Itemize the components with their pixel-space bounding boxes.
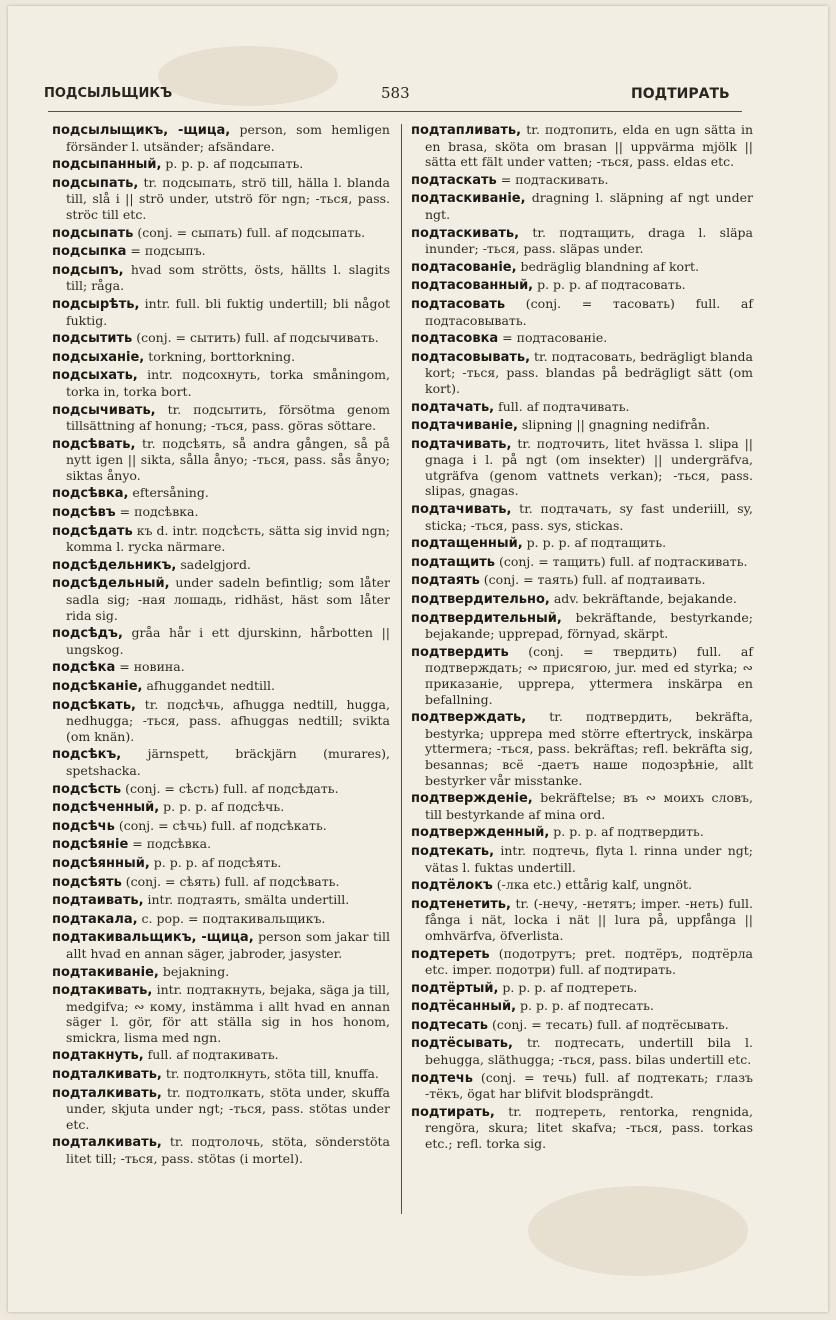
- entry-definition: tr. подтопить, elda en ugn sätta in en brasa, sköta om brasan || uppvärma mjölk || sätta ett fält under vatten; -ться, pass. eldas etc.: [425, 122, 753, 170]
- entry-headword: подсыпка: [52, 244, 127, 260]
- left-column: [52, 122, 390, 1169]
- entry-headword: подтесать: [411, 1017, 488, 1033]
- entry-definition: (conj. = сѣчь) full. af подсѣкать.: [114, 817, 327, 833]
- entry-headword: подтереть: [411, 946, 490, 962]
- entry-definition: intr. full. bli fuktig undertill; bli något fuktig.: [66, 295, 390, 328]
- entry-headword: подтачиваніе,: [411, 418, 518, 434]
- entry-definition: (-лка etc.) ettårig kalf, ungnöt.: [492, 877, 692, 893]
- dictionary-entry: [411, 572, 753, 589]
- dictionary-entry: [411, 980, 753, 997]
- entry-definition: tr. подсѣять, så andra gången, så på nytt igen || sikta, sålla ånyo; -ться, pass. sås ånyo; siktas ånyo.: [66, 435, 390, 483]
- dictionary-entry: [411, 946, 753, 978]
- entry-headword: подсѣвка,: [52, 486, 129, 502]
- paper-stain: [528, 1186, 748, 1276]
- entry-definition: (conj. = твердить) full. af подтверждать; ∾ присягою, jur. med ed styrka; ∾ приказаніе, upprepa, yttermera inskärpa en befallning.: [425, 643, 753, 707]
- dictionary-entry: [52, 330, 390, 347]
- entry-headword: подсѣдельный,: [52, 576, 170, 592]
- dictionary-entry: [411, 896, 753, 944]
- entry-definition: järnspett, bräckjärn (murares), spetshacka.: [66, 746, 390, 778]
- entry-definition: intr. подсохнуть, torka småningom, torka in, torka bort.: [66, 367, 390, 399]
- entry-headword: подсѣчь: [52, 818, 115, 834]
- entry-definition: p. p. p. af подтесать.: [516, 998, 654, 1014]
- paper-stain: [158, 46, 338, 106]
- entry-headword: подтечь: [411, 1070, 473, 1086]
- dictionary-entry: [411, 591, 753, 608]
- entry-headword: подталкивать,: [52, 1135, 162, 1151]
- dictionary-entry: [52, 746, 390, 778]
- entry-headword: подсыпъ,: [52, 262, 124, 278]
- entry-definition: full. af подтачивать.: [494, 398, 630, 414]
- dictionary-entry: [411, 296, 753, 328]
- column-divider: [401, 124, 402, 1214]
- entry-headword: подсѣканіе,: [52, 679, 143, 694]
- dictionary-entry: [411, 1017, 753, 1034]
- dictionary-entry: [52, 262, 390, 294]
- entry-headword: подтащенный,: [411, 536, 523, 552]
- entry-headword: подсытить: [52, 331, 133, 347]
- dictionary-entry: [52, 1085, 390, 1133]
- entry-definition: (подотрутъ; pret. подтёръ, подтёрла etc. imper. подотри) full. af подтирать.: [425, 945, 753, 978]
- entry-headword: подтащить: [411, 554, 495, 570]
- entry-headword: подсѣкать,: [52, 697, 136, 713]
- entry-definition: bekräftande, bestyrkande; bejakande; upprepad, förnyad, skärpt.: [425, 609, 753, 642]
- entry-headword: подтачать,: [411, 399, 495, 415]
- dictionary-entry: [52, 504, 390, 521]
- entry-headword: подсычивать,: [52, 402, 156, 418]
- dictionary-entry: [411, 824, 753, 841]
- entry-headword: подсыпать: [52, 225, 134, 241]
- entry-definition: under sadeln befintlig; som låter sadla sig; -ная лошадь, ridhäst, häst som låter rida sig.: [66, 575, 390, 623]
- entry-definition: torkning, borttorkning.: [144, 348, 296, 364]
- entry-headword: подсѣкъ,: [52, 747, 122, 763]
- entry-headword: подтаскивать,: [411, 225, 520, 241]
- entry-headword: подсѣдъ,: [52, 626, 123, 642]
- dictionary-entry: [52, 911, 390, 928]
- entry-definition: c. pop. = подтакивальщикъ.: [137, 910, 326, 926]
- dictionary-entry: [52, 836, 390, 853]
- dictionary-entry: [52, 855, 390, 872]
- entry-definition: intr. подтаять, smälta undertill.: [143, 892, 350, 908]
- entry-definition: p. p. p. af подсѣять.: [149, 854, 282, 870]
- dictionary-entry: [52, 874, 390, 891]
- entry-headword: подтвердительный,: [411, 610, 562, 626]
- entry-headword: подсѣвать,: [52, 436, 136, 452]
- entry-definition: tr. подтолкнуть, stöta till, knuffa.: [161, 1066, 379, 1082]
- entry-headword: подтаивать,: [52, 893, 144, 909]
- entry-headword: подсыпанный,: [52, 157, 162, 173]
- entry-definition: (conj. = сытить) full. af подсычивать.: [132, 330, 379, 346]
- dictionary-entry: [411, 349, 753, 397]
- entry-definition: (conj. = сыпать) full. af подсыпать.: [133, 224, 366, 240]
- entry-headword: подтасовка: [411, 331, 499, 347]
- entry-definition: bekräftelse; въ ∾ моихъ словъ, till bestyrkande af mina ord.: [425, 790, 753, 822]
- entry-definition: = подтасованіе.: [498, 330, 608, 346]
- entry-definition: p. p. p. af подтасовать.: [533, 277, 686, 293]
- entry-headword: подсыпать,: [52, 175, 139, 191]
- dictionary-entry: [411, 190, 753, 222]
- entry-definition: tr. подтереть, rentorka, rengnida, rengöra, skura; litet skafva; -ться, pass. torkas etc.; refl. torka sig.: [425, 1103, 753, 1152]
- dictionary-entry: [411, 259, 753, 276]
- entry-headword: подсѣвъ: [52, 505, 116, 521]
- entry-headword: подтапливать,: [411, 123, 522, 138]
- entry-headword: подтвердительно,: [411, 592, 550, 608]
- dictionary-entry: [411, 790, 753, 822]
- entry-definition: tr. подточить, litet hvässa l. slipa || gnaga i l. på ngt (om insekter) || undergräfva, utgräfva (genom vattnets verkan); -ться, pass. slipas, gnagas.: [425, 435, 753, 499]
- entry-headword: подтакивать,: [52, 983, 153, 999]
- dictionary-entry: [411, 501, 753, 533]
- dictionary-entry: [52, 243, 390, 260]
- dictionary-entry: [411, 535, 753, 552]
- right-column: [411, 122, 753, 1154]
- dictionary-entry: [52, 156, 390, 173]
- entry-headword: подтасовывать,: [411, 349, 531, 365]
- entry-definition: slipning || gnagning nedifrån.: [517, 417, 710, 433]
- entry-headword: подтвердить: [411, 644, 509, 660]
- dictionary-entry: [52, 296, 390, 328]
- dictionary-entry: [411, 436, 753, 499]
- entry-definition: hvad som strötts, östs, hällts l. slagits till; råga.: [66, 261, 390, 294]
- entry-definition: tr. подтолкать, stöta under, skuffa under, skjuta under ngt; -ться, pass. stötas under etc.: [66, 1084, 390, 1132]
- entry-definition: (conj. = течь) full. af подтекать; глазъ -тёкъ, ögat har blifvit blodsprängdt.: [425, 1069, 753, 1102]
- entry-headword: подтасованный,: [411, 278, 534, 294]
- entry-headword: подсѣдельникъ,: [52, 557, 177, 573]
- entry-definition: afhuggandet nedtill.: [142, 678, 275, 693]
- dictionary-entry: [411, 1104, 753, 1152]
- entry-headword: подталкивать,: [52, 1085, 162, 1101]
- entry-definition: къ d. intr. подсѣсть, sätta sig invid ngn; komma l. rycka närmare.: [66, 522, 390, 555]
- dictionary-entry: [52, 1047, 390, 1064]
- entry-headword: подтёсанный,: [411, 999, 517, 1015]
- entry-definition: person som jakar till allt hvad en annan säger, jabroder, jasyster.: [66, 929, 390, 961]
- entry-headword: подтекать,: [411, 843, 495, 859]
- entry-definition: tr. подтолочь, stöta, sönderstöta litet till; -ться, pass. stötas (i mortel).: [66, 1134, 390, 1167]
- entry-definition: tr. подсыпать, strö till, hälla l. blanda till, slå i || strö under, utströ för ngn; -ться, pass. ströс till etc.: [66, 174, 390, 222]
- dictionary-entry: [411, 610, 753, 642]
- dictionary-entry: [52, 575, 390, 623]
- entry-definition: = подсѣвка.: [128, 836, 212, 852]
- page-number: 583: [381, 84, 410, 102]
- dictionary-entry: [52, 225, 390, 242]
- dictionary-entry: [52, 659, 390, 676]
- entry-definition: tr. (-нечу, -нетятъ; imper. -неть) full. fånga i nät, locka i nät || lura på, uppfånga || omhvärfva, öfverlista.: [425, 895, 753, 943]
- entry-definition: gråa hår i ett djurskinn, hårbotten || ungskog.: [66, 625, 390, 657]
- entry-definition: tr. подтасовать, bedrägligt blanda kort; -ться, pass. blandas på bedrägligt sätt (om kort).: [425, 348, 753, 396]
- dictionary-entry: [52, 402, 390, 434]
- entry-definition: (conj. = тесать) full. af подтёсывать.: [488, 1016, 729, 1032]
- entry-headword: подтёлокъ: [411, 878, 493, 894]
- entry-definition: tr. подсытить, försötma genom tillsättning af honung; -ться, pass. göras söttare.: [66, 401, 390, 434]
- entry-headword: подтачивать,: [411, 502, 512, 518]
- entry-headword: подсѣсть: [52, 781, 122, 797]
- entry-headword: подтаскать: [411, 172, 497, 188]
- entry-headword: подсѣять: [52, 874, 122, 890]
- entry-definition: p. p. p. af подсыпать.: [161, 156, 304, 172]
- entry-definition: p. p. p. af подсѣчь.: [159, 799, 285, 815]
- entry-definition: tr. подсѣчь, afhugga nedtill, hugga, nedhugga; -ться, pass. afhuggas nedtill; svikta (om knän).: [66, 696, 390, 744]
- entry-headword: подтачивать,: [411, 436, 512, 452]
- dictionary-entry: [52, 1134, 390, 1166]
- entry-headword: подсѣдать: [52, 523, 133, 539]
- dictionary-entry: [52, 557, 390, 574]
- entry-headword: подтаскиваніе,: [411, 191, 526, 207]
- dictionary-entry: [411, 998, 753, 1015]
- entry-headword: подсѣяніе: [52, 837, 129, 853]
- dictionary-entry: [411, 1035, 753, 1067]
- dictionary-entry: [52, 1066, 390, 1083]
- entry-headword: подтасовать: [411, 296, 506, 312]
- dictionary-entry: [52, 982, 390, 1045]
- dictionary-entry: [52, 625, 390, 657]
- entry-headword: подталкивать,: [52, 1067, 162, 1083]
- entry-definition: adv. bekräftande, bejakande.: [549, 591, 737, 607]
- entry-headword: подсѣянный,: [52, 855, 150, 871]
- entry-definition: (conj. = тащить) full. af подтаскивать.: [494, 553, 748, 569]
- dictionary-entry: [52, 964, 390, 981]
- entry-definition: eftersåning.: [128, 485, 209, 501]
- entry-headword: подсѣка: [52, 660, 116, 676]
- dictionary-entry: [52, 781, 390, 798]
- entry-definition: tr. подтесать, undertill bila l. behugga, släthugga; -ться, pass. bilas undertill etc.: [425, 1035, 753, 1068]
- entry-definition: p. p. p. af подтвердить.: [549, 824, 704, 840]
- dictionary-entry: [411, 330, 753, 347]
- entry-headword: подтенетить,: [411, 896, 511, 912]
- dictionary-entry: [411, 225, 753, 257]
- entry-definition: full. af подтакивать.: [143, 1047, 279, 1063]
- entry-definition: = подтаскивать.: [496, 171, 609, 187]
- entry-headword: подтёртый,: [411, 980, 499, 996]
- dictionary-entry: [52, 485, 390, 502]
- dictionary-entry: [52, 122, 390, 154]
- entry-headword: подтирать,: [411, 1104, 495, 1120]
- header-right-guide-word: ПОДТИРАТЬ: [631, 86, 730, 102]
- entry-definition: tr. подтащить, draga l. släpa inunder; -ться, pass. släpas under.: [425, 224, 753, 257]
- entry-definition: bejakning.: [158, 963, 230, 979]
- dictionary-entry: [52, 799, 390, 816]
- entry-definition: p. p. p. af подтащить.: [522, 535, 667, 551]
- dictionary-entry: [411, 709, 753, 788]
- dictionary-entry: [411, 277, 753, 294]
- entry-headword: подтвержденіе,: [411, 791, 533, 807]
- dictionary-entry: [52, 349, 390, 366]
- entry-headword: подсыханіе,: [52, 349, 145, 365]
- entry-definition: dragning l. släpning af ngt under ngt.: [425, 190, 753, 222]
- dictionary-entry: [411, 644, 753, 707]
- dictionary-entry: [52, 436, 390, 484]
- dictionary-entry: [411, 172, 753, 189]
- entry-definition: = новина.: [115, 659, 185, 675]
- entry-headword: подсырѣть,: [52, 296, 140, 312]
- dictionary-entry: [52, 818, 390, 835]
- entry-headword: подтаять: [411, 573, 480, 589]
- dictionary-entry: [52, 523, 390, 555]
- entry-headword: подтакиваніе,: [52, 964, 159, 980]
- entry-headword: подсыхать,: [52, 368, 138, 384]
- dictionary-entry: [411, 843, 753, 875]
- dictionary-entry: [52, 175, 390, 223]
- entry-definition: (conj. = таять) full. af подтаивать.: [479, 572, 706, 588]
- entry-headword: подтёсывать,: [411, 1036, 513, 1052]
- entry-definition: tr. подтачать, sy fast underiill, sy, sticka; -ться, pass. sys, stickas.: [425, 501, 753, 533]
- dictionary-entry: [411, 122, 753, 170]
- dictionary-entry: [52, 697, 390, 745]
- dictionary-entry: [411, 417, 753, 434]
- entry-definition: = подсѣвка.: [115, 504, 199, 520]
- entry-definition: sadelgjord.: [176, 556, 251, 572]
- dictionary-entry: [52, 929, 390, 961]
- entry-headword: подтверждать,: [411, 710, 527, 726]
- entry-definition: (conj. = сѣсть) full. af подсѣдать.: [121, 780, 339, 796]
- dictionary-entry: [411, 399, 753, 416]
- entry-headword: подтакала,: [52, 911, 138, 927]
- entry-definition: intr. подтакнуть, bejaka, säga ja till, medgifva; ∾ кому, instämma i allt hvad en annan säger l. gör, för att ställa sig in hos honom, smickra, lisma med ngn.: [66, 982, 390, 1045]
- entry-definition: bedräglig blandning af kort.: [516, 258, 700, 274]
- entry-definition: p. p. p. af подтереть.: [498, 979, 638, 995]
- dictionary-entry: [411, 877, 753, 894]
- dictionary-entry: [411, 554, 753, 571]
- dictionary-entry: [52, 678, 390, 695]
- dictionary-entry: [52, 892, 390, 909]
- entry-headword: подтвержденный,: [411, 825, 550, 841]
- entry-definition: tr. подтвердить, bekräfta, bestyrka; upprepa med större eftertryck, inskärpa yttermera; -ться, pass. bekräftas; refl. bekräfta sig, besannas; всё -даетъ наше подозрѣніе, allt bestyrker vår misstanke.: [425, 709, 753, 788]
- entry-definition: person, som hemligen försänder l. utsänder; afsändare.: [66, 122, 390, 154]
- entry-definition: (conj. = сѣять) full. af подсѣвать.: [121, 873, 340, 889]
- dictionary-entry: [52, 367, 390, 399]
- entry-headword: подтакнуть,: [52, 1048, 144, 1064]
- header-left-guide-word: ПОДСЫЛЬЩИКЪ: [44, 86, 173, 101]
- dictionary-entry: [411, 1070, 753, 1102]
- entry-headword: подсылыщикъ, -щица,: [52, 123, 231, 138]
- header-rule: [48, 111, 742, 112]
- entry-headword: подтасованіе,: [411, 259, 517, 275]
- entry-definition: (conj. = тасовать) full. af подтасовывать.: [425, 295, 753, 328]
- entry-headword: подтакивальщикъ, -щица,: [52, 930, 254, 946]
- entry-headword: подсѣченный,: [52, 800, 160, 816]
- entry-definition: intr. подтечь, flyta l. rinna under ngt; vätas l. fuktas undertill.: [425, 842, 753, 875]
- entry-definition: = подсыпъ.: [126, 243, 206, 259]
